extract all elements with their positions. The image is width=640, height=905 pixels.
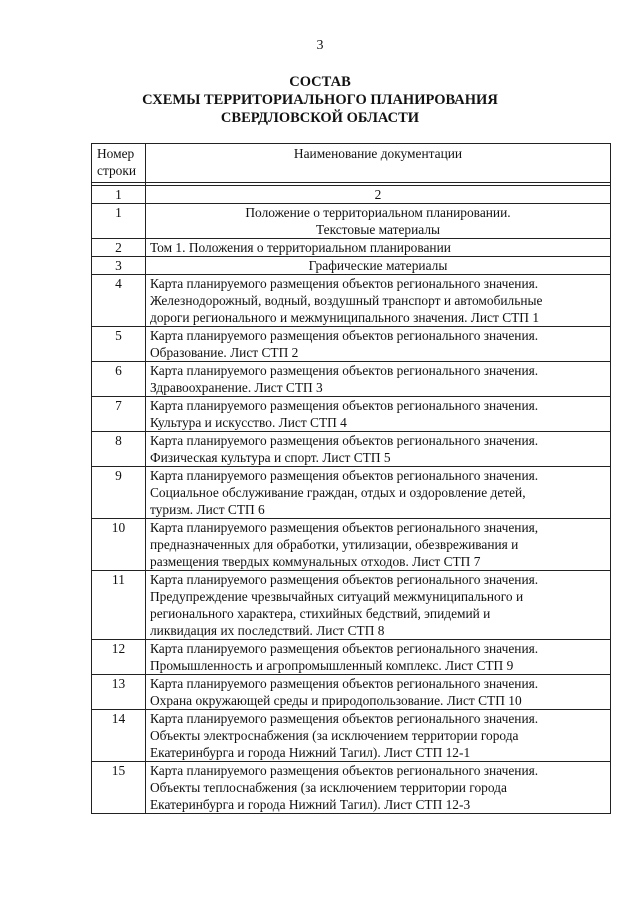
row-document-name — [146, 519, 611, 571]
row-number: 6 — [92, 362, 146, 397]
document-name-line: Предупреждение чрезвычайных ситуаций межмуниципального и — [150, 589, 524, 604]
row-document-name — [146, 762, 611, 814]
row-document-name — [146, 327, 611, 362]
table-row — [92, 710, 611, 762]
table-row — [92, 327, 611, 362]
row-number: 8 — [92, 432, 146, 467]
document-title — [0, 73, 640, 127]
row-number: 5 — [92, 327, 146, 362]
row-number: 13 — [92, 675, 146, 710]
table-row — [92, 362, 611, 397]
documents-table — [91, 143, 611, 814]
table-row — [92, 762, 611, 814]
title-line: СХЕМЫ ТЕРРИТОРИАЛЬНОГО ПЛАНИРОВАНИЯ — [142, 92, 498, 108]
row-document-name — [146, 397, 611, 432]
document-name-line: Карта планируемого размещения объектов регионального значения. — [150, 572, 539, 587]
document-name-line: Промышленность и агропромышленный комплекс. Лист СТП 9 — [150, 658, 514, 673]
title-line: СВЕРДЛОВСКОЙ ОБЛАСТИ — [220, 110, 420, 126]
table-row — [92, 675, 611, 710]
row-document-name — [146, 640, 611, 675]
column-number-row — [92, 186, 611, 204]
table-header-row — [92, 144, 611, 183]
document-name-line: Охрана окружающей среды и природопользование. Лист СТП 10 — [150, 693, 522, 708]
document-name-line: Карта планируемого размещения объектов регионального значения. — [150, 763, 539, 778]
header-text: строки — [97, 163, 137, 178]
document-name-line: предназначенных для обработки, утилизации, обезвреживания и — [150, 537, 519, 552]
row-number: 1 — [92, 204, 146, 239]
row-number: 14 — [92, 710, 146, 762]
row-document-name — [146, 275, 611, 327]
table-row — [92, 239, 611, 257]
document-name-line: Социальное обслуживание граждан, отдых и оздоровление детей, — [150, 485, 526, 500]
document-name-line: Карта планируемого размещения объектов регионального значения. — [150, 641, 539, 656]
document-name-line: размещения твердых коммунальных отходов. Лист СТП 7 — [150, 554, 481, 569]
document-name-line: Том 1. Положения о территориальном планировании — [150, 240, 451, 255]
document-name-line: Положение о территориальном планировании. — [245, 205, 511, 220]
row-document-name — [146, 257, 611, 275]
document-name-line: Графические материалы — [308, 258, 448, 273]
table-row — [92, 571, 611, 640]
row-number: 15 — [92, 762, 146, 814]
table-row — [92, 640, 611, 675]
document-name-line: Объекты теплоснабжения (за исключением территории города — [150, 780, 507, 795]
document-name-line: Карта планируемого размещения объектов регионального значения. — [150, 398, 539, 413]
document-name-line: Карта планируемого размещения объектов регионального значения. — [150, 328, 539, 343]
document-name-line: Екатеринбурга и города Нижний Тагил). Лист СТП 12-3 — [150, 797, 471, 812]
row-number: 10 — [92, 519, 146, 571]
row-number: 11 — [92, 571, 146, 640]
document-name-line: Карта планируемого размещения объектов регионального значения, — [150, 520, 539, 535]
document-name-line: Культура и искусство. Лист СТП 4 — [150, 415, 347, 430]
document-name-line: Образование. Лист СТП 2 — [150, 345, 299, 360]
document-name-line: Здравоохранение. Лист СТП 3 — [150, 380, 323, 395]
row-document-name — [146, 239, 611, 257]
table-row — [92, 432, 611, 467]
row-number: 3 — [92, 257, 146, 275]
row-number: 7 — [92, 397, 146, 432]
column-number: 2 — [146, 186, 611, 204]
row-document-name — [146, 432, 611, 467]
table-row — [92, 397, 611, 432]
row-document-name — [146, 571, 611, 640]
row-number: 4 — [92, 275, 146, 327]
table-row — [92, 257, 611, 275]
document-name-line: туризм. Лист СТП 6 — [150, 502, 265, 517]
row-number: 12 — [92, 640, 146, 675]
document-name-line: Карта планируемого размещения объектов регионального значения. — [150, 363, 539, 378]
row-document-name — [146, 710, 611, 762]
header-doc-name: Наименование документации — [146, 144, 611, 183]
document-name-line: Карта планируемого размещения объектов регионального значения. — [150, 468, 539, 483]
document-name-line: Текстовые материалы — [315, 222, 441, 237]
document-name-line: Железнодорожный, водный, воздушный транспорт и автомобильные — [150, 293, 543, 308]
title-line: СОСТАВ — [289, 74, 351, 90]
table-row — [92, 467, 611, 519]
row-document-name — [146, 204, 611, 239]
document-name-line: Физическая культура и спорт. Лист СТП 5 — [150, 450, 391, 465]
row-number: 2 — [92, 239, 146, 257]
document-name-line: Карта планируемого размещения объектов регионального значения. — [150, 433, 539, 448]
table-row — [92, 519, 611, 571]
document-name-line: Карта планируемого размещения объектов регионального значения. — [150, 711, 539, 726]
document-name-line: дороги регионального и межмуниципального значения. Лист СТП 1 — [150, 310, 540, 325]
table-row — [92, 204, 611, 239]
table-row — [92, 275, 611, 327]
document-name-line: Карта планируемого размещения объектов регионального значения. — [150, 676, 539, 691]
document-name-line: Екатеринбурга и города Нижний Тагил). Лист СТП 12-1 — [150, 745, 471, 760]
document-name-line: Объекты электроснабжения (за исключением территории города — [150, 728, 519, 743]
page-number: 3 — [316, 38, 324, 53]
header-text: Номер — [97, 146, 135, 161]
row-document-name — [146, 362, 611, 397]
document-name-line: регионального характера, стихийных бедствий, эпидемий и — [150, 606, 491, 621]
column-number: 1 — [92, 186, 146, 204]
header-row-number — [92, 144, 146, 183]
row-document-name — [146, 675, 611, 710]
row-document-name — [146, 467, 611, 519]
document-name-line: ликвидация их последствий. Лист СТП 8 — [150, 623, 385, 638]
document-name-line: Карта планируемого размещения объектов регионального значения. — [150, 276, 539, 291]
row-number: 9 — [92, 467, 146, 519]
